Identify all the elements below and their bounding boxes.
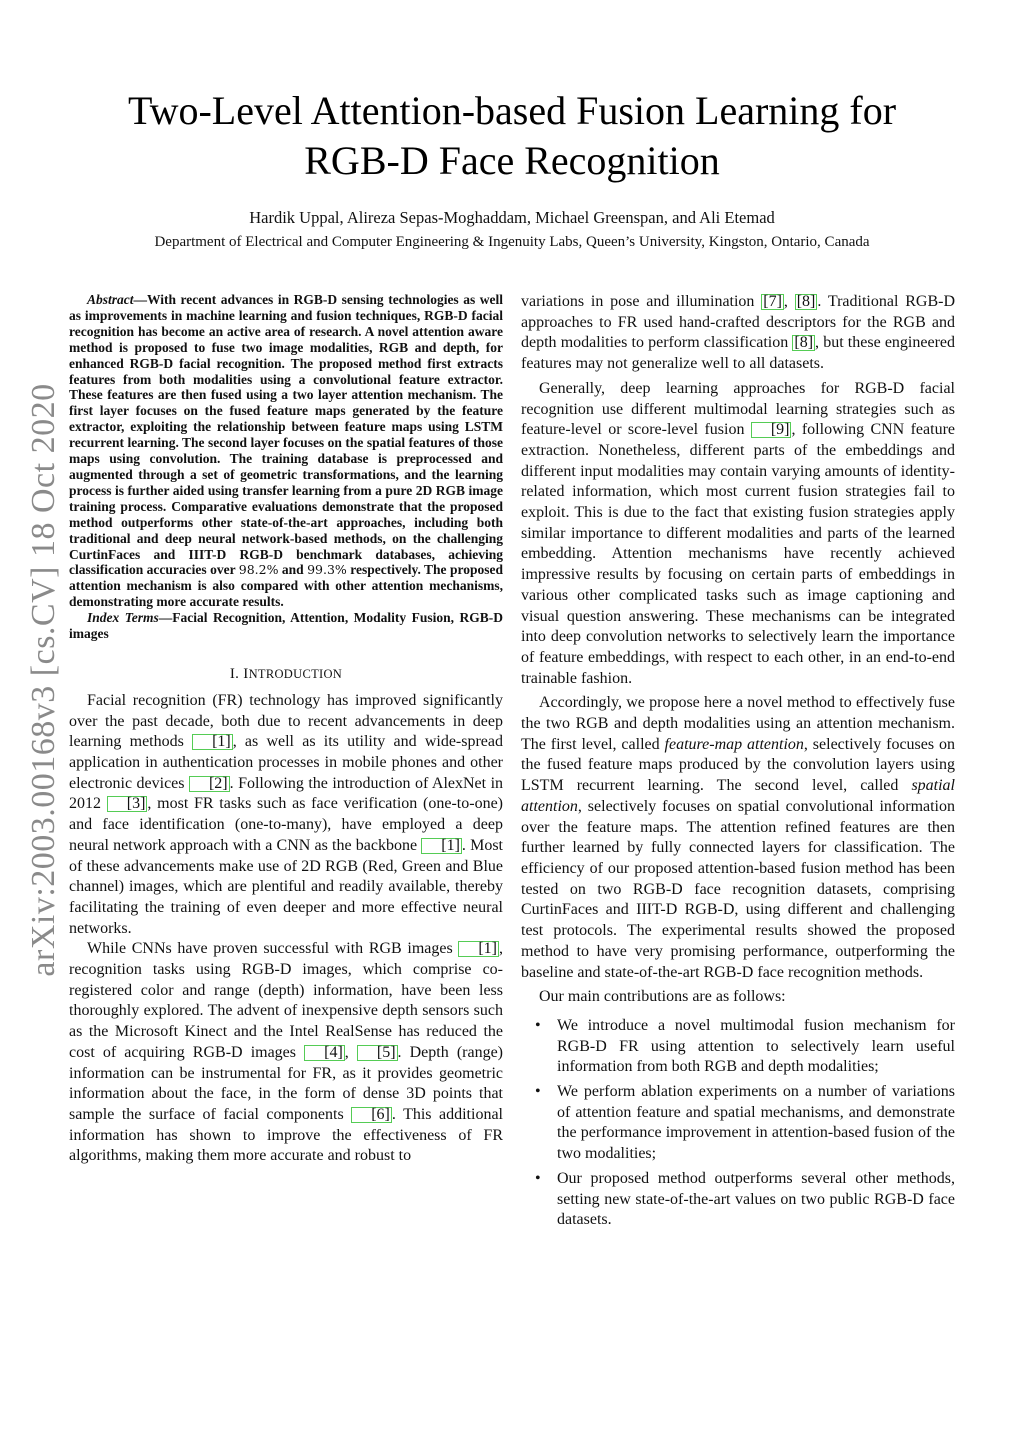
arxiv-id: arXiv:2003.00168v3 [cs.CV] 18 Oct 2020 <box>25 383 62 977</box>
text-run: Facial recognition (FR) technology has improved significantly over the past decade, both due to recent advancements in deep learning methods <box>69 691 503 751</box>
text-run: . Following the introduction of AlexNet in 2012 <box>69 774 504 813</box>
bullet-icon: • <box>535 1016 541 1034</box>
text-run: . Depth (range) information can be instrumental for FR, as it provides geometric information about the face, in the form of dense 3D points that sample the surface of facial components <box>69 1043 504 1123</box>
text-run: , <box>783 293 795 310</box>
index-terms-label: Index Terms <box>87 610 159 626</box>
text-run: , but these engineered features may not generalize well to all datasets. <box>521 334 955 373</box>
list-item <box>521 1082 955 1165</box>
term-spatial-attention: spatial attention <box>521 777 955 815</box>
section-numeral: I. <box>229 665 244 682</box>
citation-link[interactable]: [3] <box>107 796 148 812</box>
citation-link[interactable]: [2] <box>189 776 230 792</box>
list-item-text: Our proposed method outperforms several other methods, setting new state-of-the-art values on two public RGB-D face datasets. <box>557 1169 955 1229</box>
text-run: Accordingly, we propose here a novel method to effectively fuse the two RGB and depth modalities using an attention mechanism. The first level, called <box>521 694 955 753</box>
text-run: , following CNN feature extraction. Nonetheless, different parts of the embeddings and different input modalities may contain varying amounts of identity-related information, which most current fusion strategies fail to exploit. This is due to the fact that existing fusion strategies apply similar importance to different modalities and parts of the learned embedding. Attention mechanisms have recently achieved impressive results by focusing on certain parts of embeddings in various other complicated tasks such as image captioning and visual question answering. These mechanisms can be integrated into deep convolution networks to selectively learn the importance of feature embeddings, with respect to each other, in an end-to-end trainable fashion. <box>521 421 956 687</box>
bullet-icon: • <box>535 1083 541 1101</box>
title-line-2: RGB-D Face Recognition <box>304 138 720 183</box>
index-terms <box>69 610 503 642</box>
text-run: , as well as its utility and wide-spread application in authentication processes in mobile phones and other electronic devices <box>69 733 504 792</box>
text-run: . This additional information has shown to improve the effectiveness of FR algorithms, making them more accurate and robust to <box>69 1106 503 1165</box>
contributions-list <box>521 1016 955 1231</box>
list-item <box>521 1016 955 1078</box>
section-rest: NTRODUCTION <box>248 666 343 681</box>
text-run: variations in pose and illumination <box>521 293 762 310</box>
abstract <box>69 292 503 610</box>
section-heading-introduction <box>69 666 503 683</box>
list-item-text: We introduce a novel multimodal fusion mechanism for RGB-D FR using attention to selectively learn useful information from both RGB and depth modalities; <box>557 1016 955 1076</box>
citation-link[interactable]: [9] <box>751 422 792 438</box>
paper-title <box>0 86 1024 186</box>
list-item <box>521 1169 955 1231</box>
index-terms-dash: — <box>158 610 173 626</box>
text-run: , selectively focuses on the fused feature maps produced by the convolution layers using LSTM recurrent learning. The second level, called <box>521 735 955 795</box>
text-run: , <box>344 1043 357 1061</box>
text-run: , most FR tasks such as face verification (one-to-one) and face identification (one-to-many), have employed a deep neural network approach with a CNN as the backbone <box>69 795 504 854</box>
bullet-icon: • <box>535 1169 541 1187</box>
citation-link[interactable]: [4] <box>304 1045 345 1061</box>
term-feature-map-attention: feature-map attention <box>664 735 804 753</box>
text-run: Generally, deep learning approaches for RGB-D facial recognition use different multimodal learning strategies such as feature-level or score-level fusion <box>521 379 955 439</box>
text-run: . Most of these advancements make use of 2D RGB (Red, Green and Blue channel) images, which are plentiful and readily available, thereby facilitating the training of even deeper and more effective neural networks. <box>69 836 503 937</box>
list-item-text: We perform ablation experiments on a number of variations of attention feature and spatial mechanisms, and demonstrate the performance improvement in attention-based fusion of the two modalities; <box>557 1083 955 1163</box>
citation-link[interactable]: [6] <box>351 1107 392 1123</box>
intro-paragraph-4 <box>521 379 955 690</box>
text-run: While CNNs have proven successful with RGB images <box>87 940 459 958</box>
citation-link[interactable]: [8] <box>794 334 814 352</box>
abstract-and: and <box>278 562 308 578</box>
intro-paragraph-3 <box>521 292 955 375</box>
citation-link[interactable]: [1] <box>192 734 233 750</box>
text-run: , recognition tasks using RGB-D images, which comprise co-registered color and range (depth) information, have been less thoroughly explored. The advent of inexpensive depth sensors such as the Microsoft Kinect and the Intel RealSense has reduced the cost of acquiring RGB-D images <box>69 940 503 1061</box>
text-run: , selectively focuses on spatial convolutional information over the feature maps. The attention refined features are then further learned by fully connected layers for classification. The efficiency of our proposed attention-based fusion method has been tested on two RGB-D face recognition datasets, comprising CurtinFaces and IIIT-D RGB-D, using different and challenging test protocols. The experimental results showed the proposed method to have very promising performance, outperforming the baseline and state-of-the-art RGB-D face recognition methods. <box>521 797 955 981</box>
index-terms-text: Facial Recognition, Attention, Modality Fusion, RGB-D images <box>69 610 504 642</box>
accuracy-curtinfaces: 98.2% <box>238 562 279 578</box>
contributions-intro: Our main contributions are as follows: <box>539 988 786 1006</box>
abstract-dash: — <box>133 292 148 307</box>
section-initial: I <box>243 665 249 682</box>
abstract-text-b: respectively. The proposed attention mechanism is also compared with other attention mechanisms, demonstrating more accurate results. <box>69 562 503 610</box>
text-run: . Traditional RGB-D approaches to FR used hand-crafted descriptors for the RGB and depth modalities to perform classification <box>521 293 956 352</box>
author-list: Hardik Uppal, Alireza Sepas-Moghaddam, Michael Greenspan, and Ali Etemad <box>249 208 775 227</box>
intro-paragraph-5 <box>521 693 955 983</box>
right-column <box>521 292 955 1235</box>
left-column <box>69 292 503 1167</box>
affiliation: Department of Electrical and Computer Engineering & Ingenuity Labs, Queen’s University, Kingston, Ontario, Canada <box>154 234 870 250</box>
citation-link[interactable]: [1] <box>421 838 462 854</box>
title-line-1: Two-Level Attention-based Fusion Learning for <box>127 88 897 133</box>
citation-link[interactable]: [8] <box>796 293 816 310</box>
intro-paragraph-2 <box>69 939 503 1167</box>
abstract-text-a: With recent advances in RGB-D sensing technologies as well as improvements in machine learning and fusion techniques, RGB-D facial recognition has become an active area of research. A novel attention aware method is proposed to fuse two image modalities, RGB and depth, for enhanced RGB-D facial recognition. The proposed method first extracts features from both modalities using a convolutional feature extractor. These features are then fused using a two layer attention mechanism. The first layer focuses on the fused feature maps generated by the feature extractor, exploiting the relationship between feature maps using LSTM recurrent learning. The second layer focuses on the spatial features of those maps using convolution. The training database is preprocessed and augmented through a set of geometric transformations, and the learning process is further aided using transfer learning from a pure 2D RGB image training process. Comparative evaluations demonstrate that the proposed method outperforms other state-of-the-art approaches, including both traditional and deep neural network-based methods, on the challenging CurtinFaces and IIIT-D RGB-D benchmark databases, achieving classification accuracies over <box>69 292 503 578</box>
intro-paragraph-1 <box>69 691 503 939</box>
citation-link[interactable]: [1] <box>458 941 499 957</box>
citation-link[interactable]: [5] <box>357 1045 398 1061</box>
citation-link[interactable]: [7] <box>763 293 782 310</box>
accuracy-iiitd: 99.3% <box>307 562 347 578</box>
abstract-label: Abstract <box>87 292 134 307</box>
